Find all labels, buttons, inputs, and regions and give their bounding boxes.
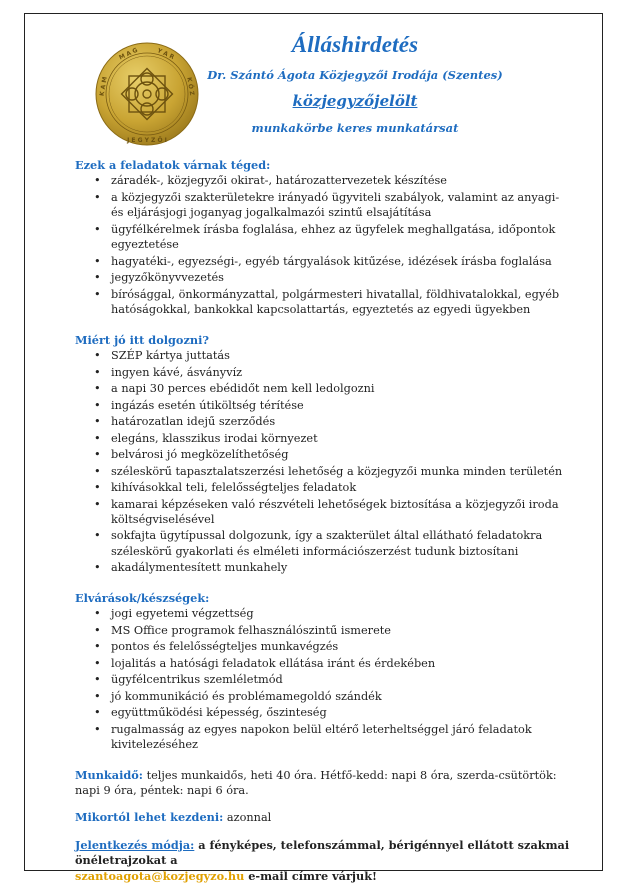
list-item: • jegyzőkönyvvezetés bbox=[111, 270, 575, 285]
list-item: • elegáns, klasszikus irodai környezet bbox=[111, 431, 575, 446]
list-item: • ingázás esetén útiköltség térítése bbox=[111, 398, 575, 413]
list-item: • ügyfélkérelmek írásba foglalása, ehhez az ügyfelek meghallgatása, időpontok egyeztetése bbox=[111, 222, 575, 253]
list-item: • lojalitás a hatósági feladatok ellátása iránt és érdekében bbox=[111, 656, 575, 671]
list-item: • MS Office programok felhasználószintű ismerete bbox=[111, 623, 575, 638]
content bbox=[75, 158, 575, 884]
list-item: • ügyfélcentrikus szemléletmód bbox=[111, 672, 575, 687]
list-item: • akadálymentesített munkahely bbox=[111, 560, 575, 575]
tasks-list bbox=[75, 173, 575, 317]
start-paragraph bbox=[75, 810, 575, 825]
apply-text-after: e-mail címre várjuk! bbox=[244, 868, 377, 883]
svg-text:J E G Y Z Ő I: J E G Y Z Ő I bbox=[127, 137, 167, 144]
page-title: Álláshirdetés bbox=[291, 32, 419, 57]
apply-label: Jelentkezés módja: bbox=[75, 837, 195, 852]
worktime-paragraph bbox=[75, 768, 575, 799]
requirements-list bbox=[75, 606, 575, 752]
list-item: • ingyen kávé, ásványvíz bbox=[111, 365, 575, 380]
office-name: Dr. Szántó Ágota Közjegyzői Irodája (Szentes) bbox=[207, 68, 503, 82]
notary-seal-icon bbox=[95, 42, 199, 146]
list-item: • széleskörű tapasztalatszerzési lehetőség a közjegyzői munka minden területén bbox=[111, 464, 575, 479]
tasks-heading: Ezek a feladatok várnak téged: bbox=[75, 158, 271, 172]
benefits-list bbox=[75, 348, 575, 576]
list-item: • a napi 30 perces ebédidőt nem kell ledolgozni bbox=[111, 381, 575, 396]
list-item: • pontos és felelősségteljes munkavégzés bbox=[111, 639, 575, 654]
apply-paragraph bbox=[75, 838, 575, 884]
position-title: közjegyzőjelölt bbox=[292, 92, 418, 110]
list-item: • jó kommunikáció és problémamegoldó szándék bbox=[111, 689, 575, 704]
list-item: • SZÉP kártya juttatás bbox=[111, 348, 575, 363]
email-link[interactable]: szantoagota@kozjegyzo.hu bbox=[75, 868, 245, 883]
list-item: • jogi egyetemi végzettség bbox=[111, 606, 575, 621]
worktime-label: Munkaidő: bbox=[75, 767, 143, 782]
list-item: • rugalmasság az egyes napokon belül eltérő leterheltséggel járó feladatok kivitelezéséhez bbox=[111, 722, 575, 753]
list-item: • kihívásokkal teli, felelősségteljes feladatok bbox=[111, 480, 575, 495]
list-item: • együttműködési képesség, őszinteség bbox=[111, 705, 575, 720]
list-item: • kamarai képzéseken való részvételi lehetőségek biztosítása a közjegyzői iroda költségviselésével bbox=[111, 497, 575, 528]
svg-text:M A G: M A G bbox=[117, 46, 139, 62]
worktime-text: teljes munkaidős, heti 40 óra. Hétfő-kedd: napi 8 óra, szerda-csütörtök: napi 9 óra, péntek: napi 6 óra. bbox=[75, 768, 557, 798]
list-item: • a közjegyzői szakterületekre irányadó ügyviteli szabályok, valamint az anyagi- és eljárásjogi joganyag jogalkalmazói szintű elsajátítása bbox=[111, 190, 575, 221]
apply-text: a fényképes, telefonszámmal, bérigénnyel ellátott szakmai önéletrajzokat a bbox=[75, 837, 570, 868]
document-page bbox=[24, 13, 603, 883]
list-item: • hagyatéki-, egyezségi-, egyéb tárgyalások kitűzése, idézések írásba foglalása bbox=[111, 254, 575, 269]
svg-text:K Ö Z: K Ö Z bbox=[185, 76, 196, 96]
list-item: • bírósággal, önkormányzattal, polgármesteri hivatallal, földhivatalokkal, egyéb hatóságokkal, bankokkal kapcsolattartás, egyeztetés az egyedi ügyekben bbox=[111, 287, 575, 318]
list-item: • záradék-, közjegyzői okirat-, határozattervezetek készítése bbox=[111, 173, 575, 188]
position-subtitle: munkakörbe keres munkatársat bbox=[251, 121, 459, 135]
list-item: • belvárosi jó megközelíthetőség bbox=[111, 447, 575, 462]
start-label: Mikortól lehet kezdeni: bbox=[75, 810, 224, 825]
list-item: • határozatlan idejű szerződés bbox=[111, 414, 575, 429]
svg-text:K A M: K A M bbox=[98, 76, 109, 97]
start-text: azonnal bbox=[223, 811, 272, 825]
benefits-heading: Miért jó itt dolgozni? bbox=[75, 332, 210, 347]
svg-text:Y A R: Y A R bbox=[156, 47, 176, 62]
requirements-heading: Elvárások/készségek: bbox=[75, 590, 210, 605]
list-item: • sokfajta ügytípussal dolgozunk, így a szakterület által ellátható feladatokra széleskörű gyakorlati és elméleti információszerzést tudunk biztosítani bbox=[111, 528, 575, 559]
